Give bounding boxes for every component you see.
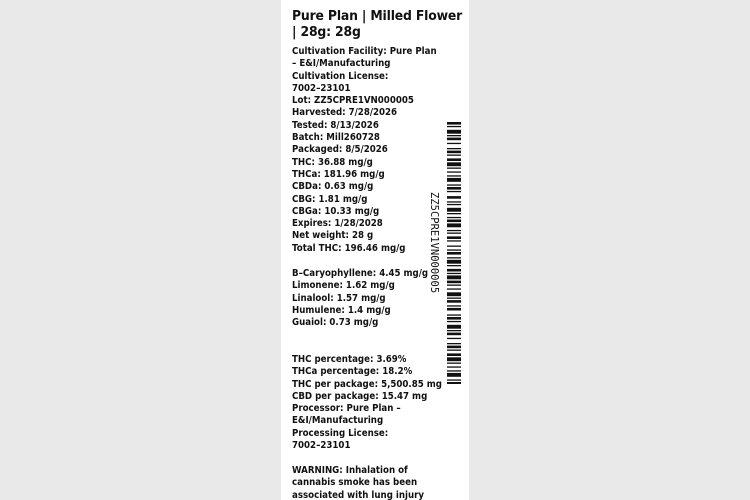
summary-line: CBD per package: 15.47 mg xyxy=(292,390,428,402)
barcode-bar xyxy=(447,373,461,377)
info-line: Batch: Mill260728 xyxy=(292,132,380,144)
barcode-bar xyxy=(447,201,461,202)
barcode-bar xyxy=(447,298,461,299)
summary-line: THC percentage: 3.69% xyxy=(292,354,407,365)
info-line: Cultivation Facility: Pure Plan xyxy=(292,46,437,57)
barcode-bar xyxy=(447,249,461,250)
barcode-bar xyxy=(447,138,461,141)
barcode-bar xyxy=(447,285,461,286)
barcode-bar xyxy=(447,246,461,247)
terpene-line: Linalool: 1.57 mg/g xyxy=(292,292,386,304)
barcode-bar xyxy=(447,265,461,266)
barcode-bar xyxy=(447,325,461,329)
barcode-caption xyxy=(428,192,442,312)
info-line: THC: 36.88 mg/g xyxy=(292,156,373,168)
barcode-bar xyxy=(447,126,461,127)
info-line: Lot: ZZ5CPRE1VN000005 xyxy=(292,95,414,107)
barcode-bar xyxy=(447,151,461,154)
terpene-line: Humulene: 1.4 mg/g xyxy=(292,304,391,316)
barcode-bar xyxy=(447,143,461,144)
barcode-image xyxy=(447,122,461,384)
barcode-bar xyxy=(447,370,461,371)
terpene-profile xyxy=(292,268,432,329)
barcode-bar xyxy=(447,130,461,134)
info-line: Expires: 1/28/2028 xyxy=(292,218,383,230)
barcode-bar xyxy=(447,162,461,166)
barcode-bar xyxy=(447,260,461,264)
barcode-bar xyxy=(447,178,461,182)
barcode-bar xyxy=(447,346,461,349)
barcode-bar xyxy=(447,366,461,367)
barcode-bar xyxy=(447,275,461,279)
barcode-bar xyxy=(447,191,461,192)
barcode-bar xyxy=(447,187,461,190)
info-line: Net weight: 28 g xyxy=(292,230,374,242)
barcode-bar xyxy=(447,363,461,364)
barcode-bar xyxy=(447,300,461,303)
info-line: – E&I/Manufacturing xyxy=(292,58,391,70)
info-line: Tested: 8/13/2026 xyxy=(292,119,379,131)
barcode-bar xyxy=(447,333,461,336)
barcode-bar xyxy=(447,148,461,149)
barcode-bar xyxy=(447,196,461,199)
barcode-bar xyxy=(447,269,461,272)
product-title: Pure Plan | Milled Flower | 28g: 28g xyxy=(292,8,463,40)
barcode-bar xyxy=(447,217,461,218)
barcode-bar xyxy=(447,158,461,161)
barcode-bar xyxy=(447,236,461,239)
summary-line: 7002–23101 xyxy=(292,440,351,452)
summary-line: E&I/Manufacturing xyxy=(292,415,384,427)
info-line: Cultivation License: xyxy=(292,70,389,82)
barcode-bars xyxy=(447,122,461,384)
warning-line: cannabis smoke has been xyxy=(292,477,418,489)
cultivation-info xyxy=(292,46,437,255)
info-line: CBDa: 0.63 mg/g xyxy=(292,181,374,193)
barcode-bar xyxy=(447,379,461,380)
barcode-bar xyxy=(447,308,461,311)
barcode-bar xyxy=(447,168,461,169)
barcode-bar xyxy=(447,240,461,241)
summary-line: Processing License: xyxy=(292,427,389,439)
barcode-bar xyxy=(447,382,461,384)
info-line: 7002–23101 xyxy=(292,82,351,94)
barcode-bar xyxy=(447,257,461,258)
barcode-bar xyxy=(447,233,461,234)
barcode-bar xyxy=(447,213,461,214)
barcode-bar xyxy=(447,171,461,172)
barcode-bar xyxy=(447,317,461,320)
barcode-bar xyxy=(447,281,461,284)
barcode-bar xyxy=(447,343,461,344)
barcode-bar xyxy=(447,314,461,315)
barcode-bar xyxy=(447,330,461,331)
info-line: CBGa: 10.33 mg/g xyxy=(292,205,380,217)
barcode-bar xyxy=(447,357,461,361)
barcode-bar xyxy=(447,252,461,255)
info-line: Harvested: 7/28/2026 xyxy=(292,107,398,119)
barcode-bar xyxy=(447,223,461,227)
warning-line: WARNING: Inhalation of xyxy=(292,465,408,476)
barcode-bar xyxy=(447,292,461,296)
barcode-bar xyxy=(447,175,461,176)
barcode-bar xyxy=(447,230,461,231)
barcode-bar xyxy=(447,353,461,356)
barcode-bar xyxy=(447,338,461,339)
barcode-bar xyxy=(447,350,461,351)
barcode-bar xyxy=(447,155,461,156)
warning-line: associated with lung injury xyxy=(292,489,425,500)
terpene-line: B–Caryophyllene: 4.45 mg/g xyxy=(292,268,429,279)
potency-summary xyxy=(292,354,442,452)
health-warning xyxy=(292,465,432,500)
barcode-bar xyxy=(447,288,461,289)
barcode-bar xyxy=(447,321,461,322)
summary-line: THC per package: 5,500.85 mg xyxy=(292,378,442,390)
barcode-number: ZZ5CPRE1VN000005 xyxy=(428,192,440,294)
barcode-bar xyxy=(447,135,461,136)
info-line: Packaged: 8/5/2026 xyxy=(292,144,388,156)
terpene-line: Guaiol: 0.73 mg/g xyxy=(292,317,379,329)
info-line: CBG: 1.81 mg/g xyxy=(292,193,368,205)
barcode-bar xyxy=(447,305,461,306)
terpene-line: Limonene: 1.62 mg/g xyxy=(292,280,395,292)
barcode-bar xyxy=(447,273,461,274)
barcode-bar xyxy=(447,220,461,223)
barcode-bar xyxy=(447,204,461,205)
summary-line: THCa percentage: 18.2% xyxy=(292,366,413,378)
info-line: THCa: 181.96 mg/g xyxy=(292,168,385,180)
barcode-bar xyxy=(447,208,461,212)
summary-line: Processor: Pure Plan – xyxy=(292,403,401,415)
barcode-bar xyxy=(447,184,461,185)
info-line: Total THC: 196.46 mg/g xyxy=(292,242,406,254)
barcode-bar xyxy=(447,122,461,125)
